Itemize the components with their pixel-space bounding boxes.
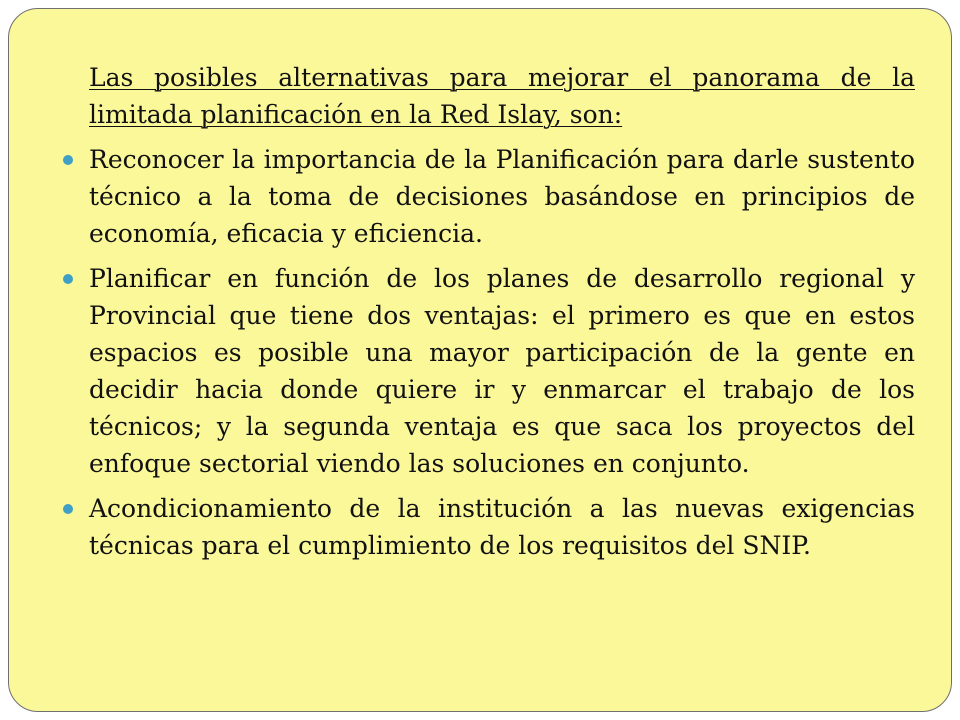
bullet-dot-icon bbox=[63, 504, 73, 514]
slide-content bbox=[63, 59, 915, 572]
bullet-dot-icon bbox=[63, 274, 73, 284]
intro-text: Las posibles alternativas para mejorar el panorama de la limitada planificación en la Red Islay, son: bbox=[89, 63, 915, 129]
slide-panel bbox=[8, 8, 952, 712]
bullet-text: Planificar en función de los planes de desarrollo regional y Provincial que tiene dos ventajas: el primero es que en estos espacios es posible una mayor participación de la gente en decidir hacia donde quiere ir y enmarcar el trabajo de los técnicos; y la segunda ventaja es que saca los proyectos del enfoque sectorial viendo las soluciones en conjunto. bbox=[89, 264, 915, 478]
bullet-dot-icon bbox=[63, 155, 73, 165]
bullet-text: Reconocer la importancia de la Planificación para darle sustento técnico a la toma de decisiones basándose en principios de economía, eficacia y eficiencia. bbox=[89, 145, 915, 248]
bullet-item-3 bbox=[63, 490, 915, 564]
bullet-text: Acondicionamiento de la institución a las nuevas exigencias técnicas para el cumplimiento de los requisitos del SNIP. bbox=[89, 494, 915, 560]
bullet-item-2 bbox=[63, 260, 915, 482]
intro-paragraph bbox=[63, 59, 915, 133]
bullet-item-1 bbox=[63, 141, 915, 252]
